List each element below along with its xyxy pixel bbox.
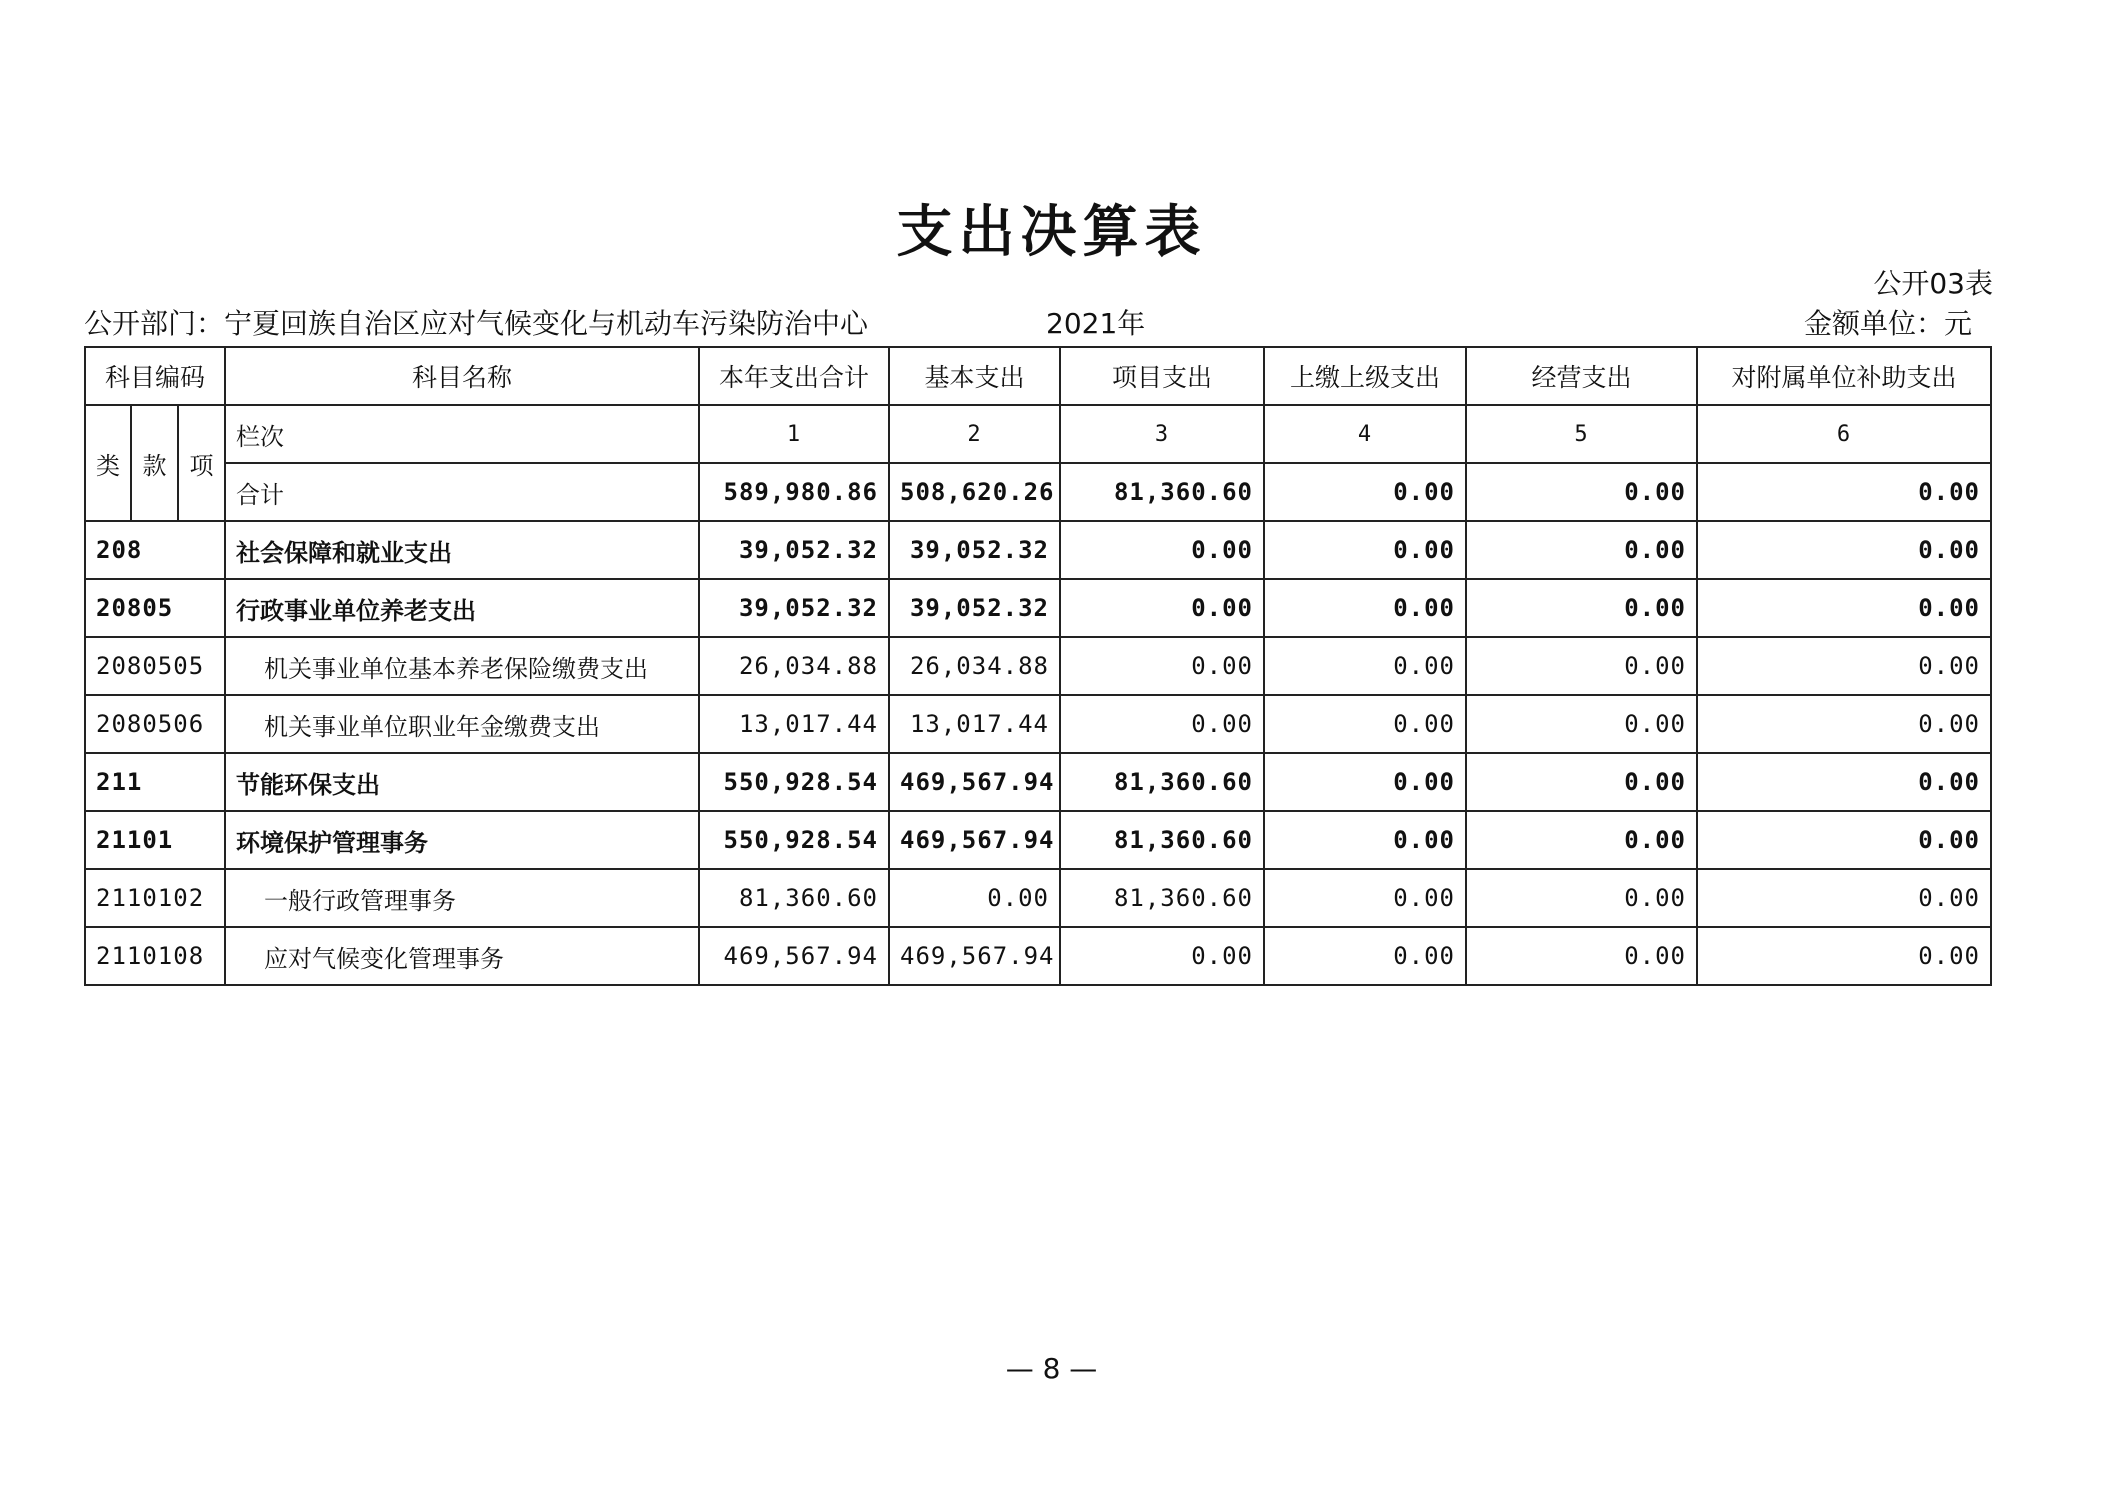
row-value: 0.00 xyxy=(1264,927,1466,985)
row-value: 81,360.60 xyxy=(1060,869,1264,927)
row-code: 2110102 xyxy=(85,869,225,927)
row-name: 行政事业单位养老支出 xyxy=(225,579,699,637)
row-value: 0.00 xyxy=(1264,637,1466,695)
row-value: 0.00 xyxy=(1697,637,1991,695)
row-value: 26,034.88 xyxy=(699,637,889,695)
row-value: 0.00 xyxy=(1697,927,1991,985)
row-value: 0.00 xyxy=(1060,579,1264,637)
row-value: 13,017.44 xyxy=(699,695,889,753)
row-code: 208 xyxy=(85,521,225,579)
header-subsidy: 对附属单位补助支出 xyxy=(1697,347,1991,405)
row-name: 节能环保支出 xyxy=(225,753,699,811)
table-row xyxy=(85,637,1991,695)
table-row xyxy=(85,811,1991,869)
row-value: 0.00 xyxy=(1466,927,1697,985)
column-number-row xyxy=(85,405,1991,463)
row-code: 2080506 xyxy=(85,695,225,753)
page-number: — 8 — xyxy=(1005,1352,1098,1385)
total-value: 589,980.86 xyxy=(699,463,889,521)
row-value: 39,052.32 xyxy=(699,521,889,579)
row-value: 0.00 xyxy=(1264,579,1466,637)
row-value: 0.00 xyxy=(1466,695,1697,753)
row-value: 0.00 xyxy=(1697,869,1991,927)
row-name: 应对气候变化管理事务 xyxy=(225,927,699,985)
row-value: 0.00 xyxy=(1264,695,1466,753)
total-label: 合计 xyxy=(225,463,699,521)
row-value: 0.00 xyxy=(1264,521,1466,579)
row-name: 社会保障和就业支出 xyxy=(225,521,699,579)
total-row xyxy=(85,463,1991,521)
row-value: 39,052.32 xyxy=(889,521,1060,579)
row-value: 550,928.54 xyxy=(699,753,889,811)
row-value: 469,567.94 xyxy=(889,927,1060,985)
header-kuan: 款 xyxy=(131,405,178,521)
row-value: 0.00 xyxy=(1264,811,1466,869)
row-code: 20805 xyxy=(85,579,225,637)
header-xiang: 项 xyxy=(178,405,225,521)
column-number: 3 xyxy=(1060,405,1264,463)
header-business: 经营支出 xyxy=(1466,347,1697,405)
report-meta xyxy=(84,302,1990,342)
row-value: 0.00 xyxy=(1697,753,1991,811)
table-row xyxy=(85,927,1991,985)
table-header-row xyxy=(85,347,1991,405)
row-value: 0.00 xyxy=(1466,869,1697,927)
row-value: 469,567.94 xyxy=(889,753,1060,811)
row-value: 469,567.94 xyxy=(699,927,889,985)
row-value: 0.00 xyxy=(1264,753,1466,811)
row-value: 0.00 xyxy=(1060,637,1264,695)
row-value: 0.00 xyxy=(1697,811,1991,869)
report-year: 2021年 xyxy=(1046,307,1146,340)
row-value: 469,567.94 xyxy=(889,811,1060,869)
row-value: 81,360.60 xyxy=(1060,811,1264,869)
row-value: 81,360.60 xyxy=(699,869,889,927)
form-number: 公开03表 xyxy=(1873,267,1993,300)
column-number: 1 xyxy=(699,405,889,463)
column-number: 4 xyxy=(1264,405,1466,463)
row-code: 2080505 xyxy=(85,637,225,695)
total-value: 81,360.60 xyxy=(1060,463,1264,521)
row-value: 0.00 xyxy=(1697,695,1991,753)
row-value: 0.00 xyxy=(1466,811,1697,869)
row-value: 0.00 xyxy=(1466,637,1697,695)
row-value: 0.00 xyxy=(1060,695,1264,753)
table-row xyxy=(85,579,1991,637)
row-value: 0.00 xyxy=(1060,521,1264,579)
table-row xyxy=(85,695,1991,753)
header-upper: 上缴上级支出 xyxy=(1264,347,1466,405)
total-value: 508,620.26 xyxy=(889,463,1060,521)
header-basic: 基本支出 xyxy=(889,347,1060,405)
row-value: 39,052.32 xyxy=(699,579,889,637)
header-lanci: 栏次 xyxy=(225,405,699,463)
amount-unit: 金额单位：元 xyxy=(1803,307,1972,340)
header-total: 本年支出合计 xyxy=(699,347,889,405)
row-name: 一般行政管理事务 xyxy=(225,869,699,927)
row-value: 0.00 xyxy=(1697,579,1991,637)
total-value: 0.00 xyxy=(1697,463,1991,521)
row-value: 26,034.88 xyxy=(889,637,1060,695)
row-value: 0.00 xyxy=(1060,927,1264,985)
row-name: 机关事业单位基本养老保险缴费支出 xyxy=(225,637,699,695)
table-row xyxy=(85,869,1991,927)
row-value: 0.00 xyxy=(889,869,1060,927)
header-code: 科目编码 xyxy=(85,347,225,405)
total-value: 0.00 xyxy=(1264,463,1466,521)
column-number: 6 xyxy=(1697,405,1991,463)
department-label: 公开部门：宁夏回族自治区应对气候变化与机动车污染防治中心 xyxy=(84,307,869,340)
column-number: 2 xyxy=(889,405,1060,463)
row-value: 13,017.44 xyxy=(889,695,1060,753)
row-name: 机关事业单位职业年金缴费支出 xyxy=(225,695,699,753)
row-name: 环境保护管理事务 xyxy=(225,811,699,869)
table-row xyxy=(85,521,1991,579)
table-row xyxy=(85,753,1991,811)
row-value: 81,360.60 xyxy=(1060,753,1264,811)
header-project: 项目支出 xyxy=(1060,347,1264,405)
row-value: 0.00 xyxy=(1466,579,1697,637)
header-name: 科目名称 xyxy=(225,347,699,405)
total-value: 0.00 xyxy=(1466,463,1697,521)
row-value: 0.00 xyxy=(1264,869,1466,927)
row-value: 39,052.32 xyxy=(889,579,1060,637)
column-number: 5 xyxy=(1466,405,1697,463)
header-lei: 类 xyxy=(85,405,131,521)
row-code: 21101 xyxy=(85,811,225,869)
page-title: 支出决算表 xyxy=(896,199,1207,265)
row-code: 2110108 xyxy=(85,927,225,985)
row-value: 550,928.54 xyxy=(699,811,889,869)
row-value: 0.00 xyxy=(1466,753,1697,811)
row-value: 0.00 xyxy=(1697,521,1991,579)
row-value: 0.00 xyxy=(1466,521,1697,579)
row-code: 211 xyxy=(85,753,225,811)
expenditure-table xyxy=(84,346,1992,986)
